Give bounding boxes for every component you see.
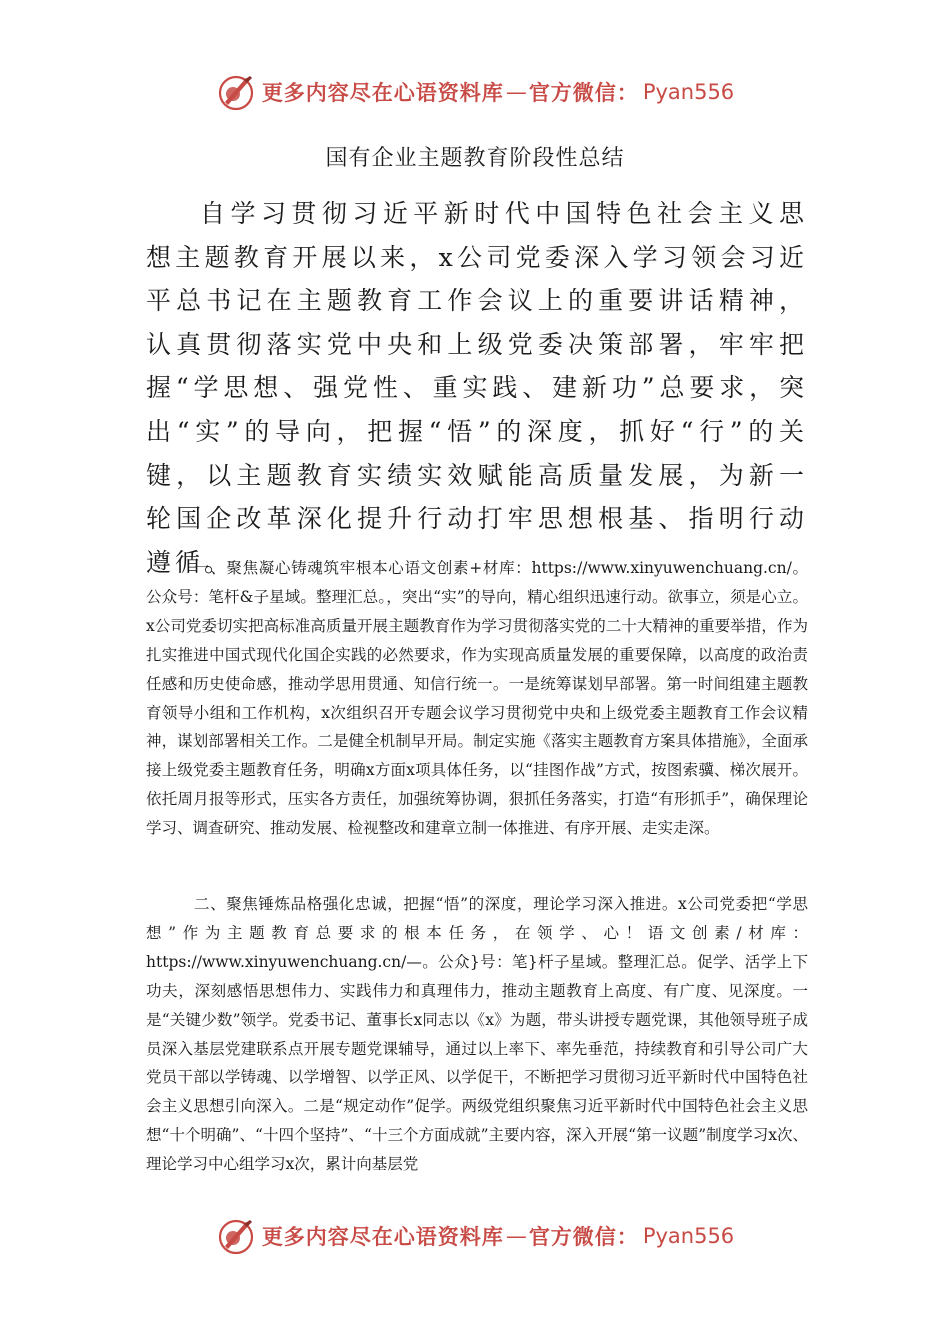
banner-wechat-label: 官方微信： — [528, 1225, 639, 1249]
banner-separator: — — [505, 1224, 527, 1248]
banner-wechat-label: 官方微信： — [528, 81, 639, 105]
header-banner — [0, 68, 950, 116]
banner-brand-text: 更多内容尽在心语资料库 — [261, 81, 504, 105]
banner-wechat-id: Pyan556 — [642, 80, 735, 104]
banner-wechat-id: Pyan556 — [642, 1224, 735, 1248]
lead-paragraph: 自学习贯彻习近平新时代中国特色社会主义思想主题教育开展以来，x公司党委深入学习领会习近平总书记在主题教育工作会议上的重要讲话精神，认真贯彻落实党中央和上级党委决策部署，牢牢把握“学思想、强党性、重实践、建新功”总要求，突出“实”的导向，把握“悟”的深度，抓好“行”的关键，以主题教育实绩实效赋能高质量发展，为新一轮国企改革深化提升行动打牢思想根基、指明行动遵循。 — [146, 199, 808, 577]
section-two-paragraph: 二、聚焦锤炼品格强化忠诚，把握“悟”的深度，理论学习深入推进。x公司党委把“学思想”作为主题教育总要求的根本任务，在领学、心！语文创素/材库：https://www.xinyuwenchuang.cn/—。公众}号：笔}杆子星域。整理汇总。促学、活学上下功夫，深刻感悟思想伟力、实践伟力和真理伟力，推动主题教育上高度、有广度、见深度。一是“关键少数”领学。党委书记、董事长x同志以《x》为题，带头讲授专题党课，其他领导班子成员深入基层党建联系点开展专题党课辅导，通过以上率下、率先垂范，持续教育和引导公司广大党员干部以学铸魂、以学增智、以学正风、以学促干，不断把学习贯彻习近平新时代中国特色社会主义思想引向深入。二是“规定动作”促学。两级党组织聚焦习近平新时代中国特色社会主义思想“十个明确”、“十四个坚持”、“十三个方面成就”主要内容，深入开展“第一议题”制度学习x次、理论学习中心组学习x次，累计向基层党 — [146, 895, 808, 1174]
brand-logo-icon — [216, 72, 256, 112]
document-title: 国有企业主题教育阶段性总结 — [325, 146, 625, 171]
brand-logo-icon — [216, 1216, 256, 1256]
section-one-paragraph: 一、聚焦凝心铸魂筑牢根本心语文创素+材库：https://www.xinyuwenchuang.cn/。公众号：笔杆&子星域。整理汇总。，突出“实”的导向，精心组织迅速行动。欲事立，须是心立。x公司党委切实把高标准高质量开展主题教育作为学习贯彻落实党的二十大精神的重要举措，作为扎实推进中国式现代化国企实践的必然要求，作为实现高质量发展的重要保障，以高度的政治责任感和历史使命感，推动学思用贯通、知信行统一。一是统筹谋划早部署。第一时间组建主题教育领导小组和工作机构，x次组织召开专题会议学习贯彻党中央和上级党委主题教育工作会议精神，谋划部署相关工作。二是健全机制早开局。制定实施《落实主题教育方案具体措施》，全面承接上级党委主题教育任务，明确x方面x项具体任务，以“挂图作战”方式，按图索骥、梯次展开。依托周月报等形式，压实各方责任，加强统筹协调，狠抓任务落实，打造“有形抓手”，确保理论学习、调查研究、推动发展、检视整改和建章立制一体推进、有序开展、走实走深。 — [146, 559, 808, 838]
banner-brand-text: 更多内容尽在心语资料库 — [261, 1225, 504, 1249]
banner-separator: — — [505, 80, 527, 104]
footer-banner — [0, 1212, 950, 1260]
